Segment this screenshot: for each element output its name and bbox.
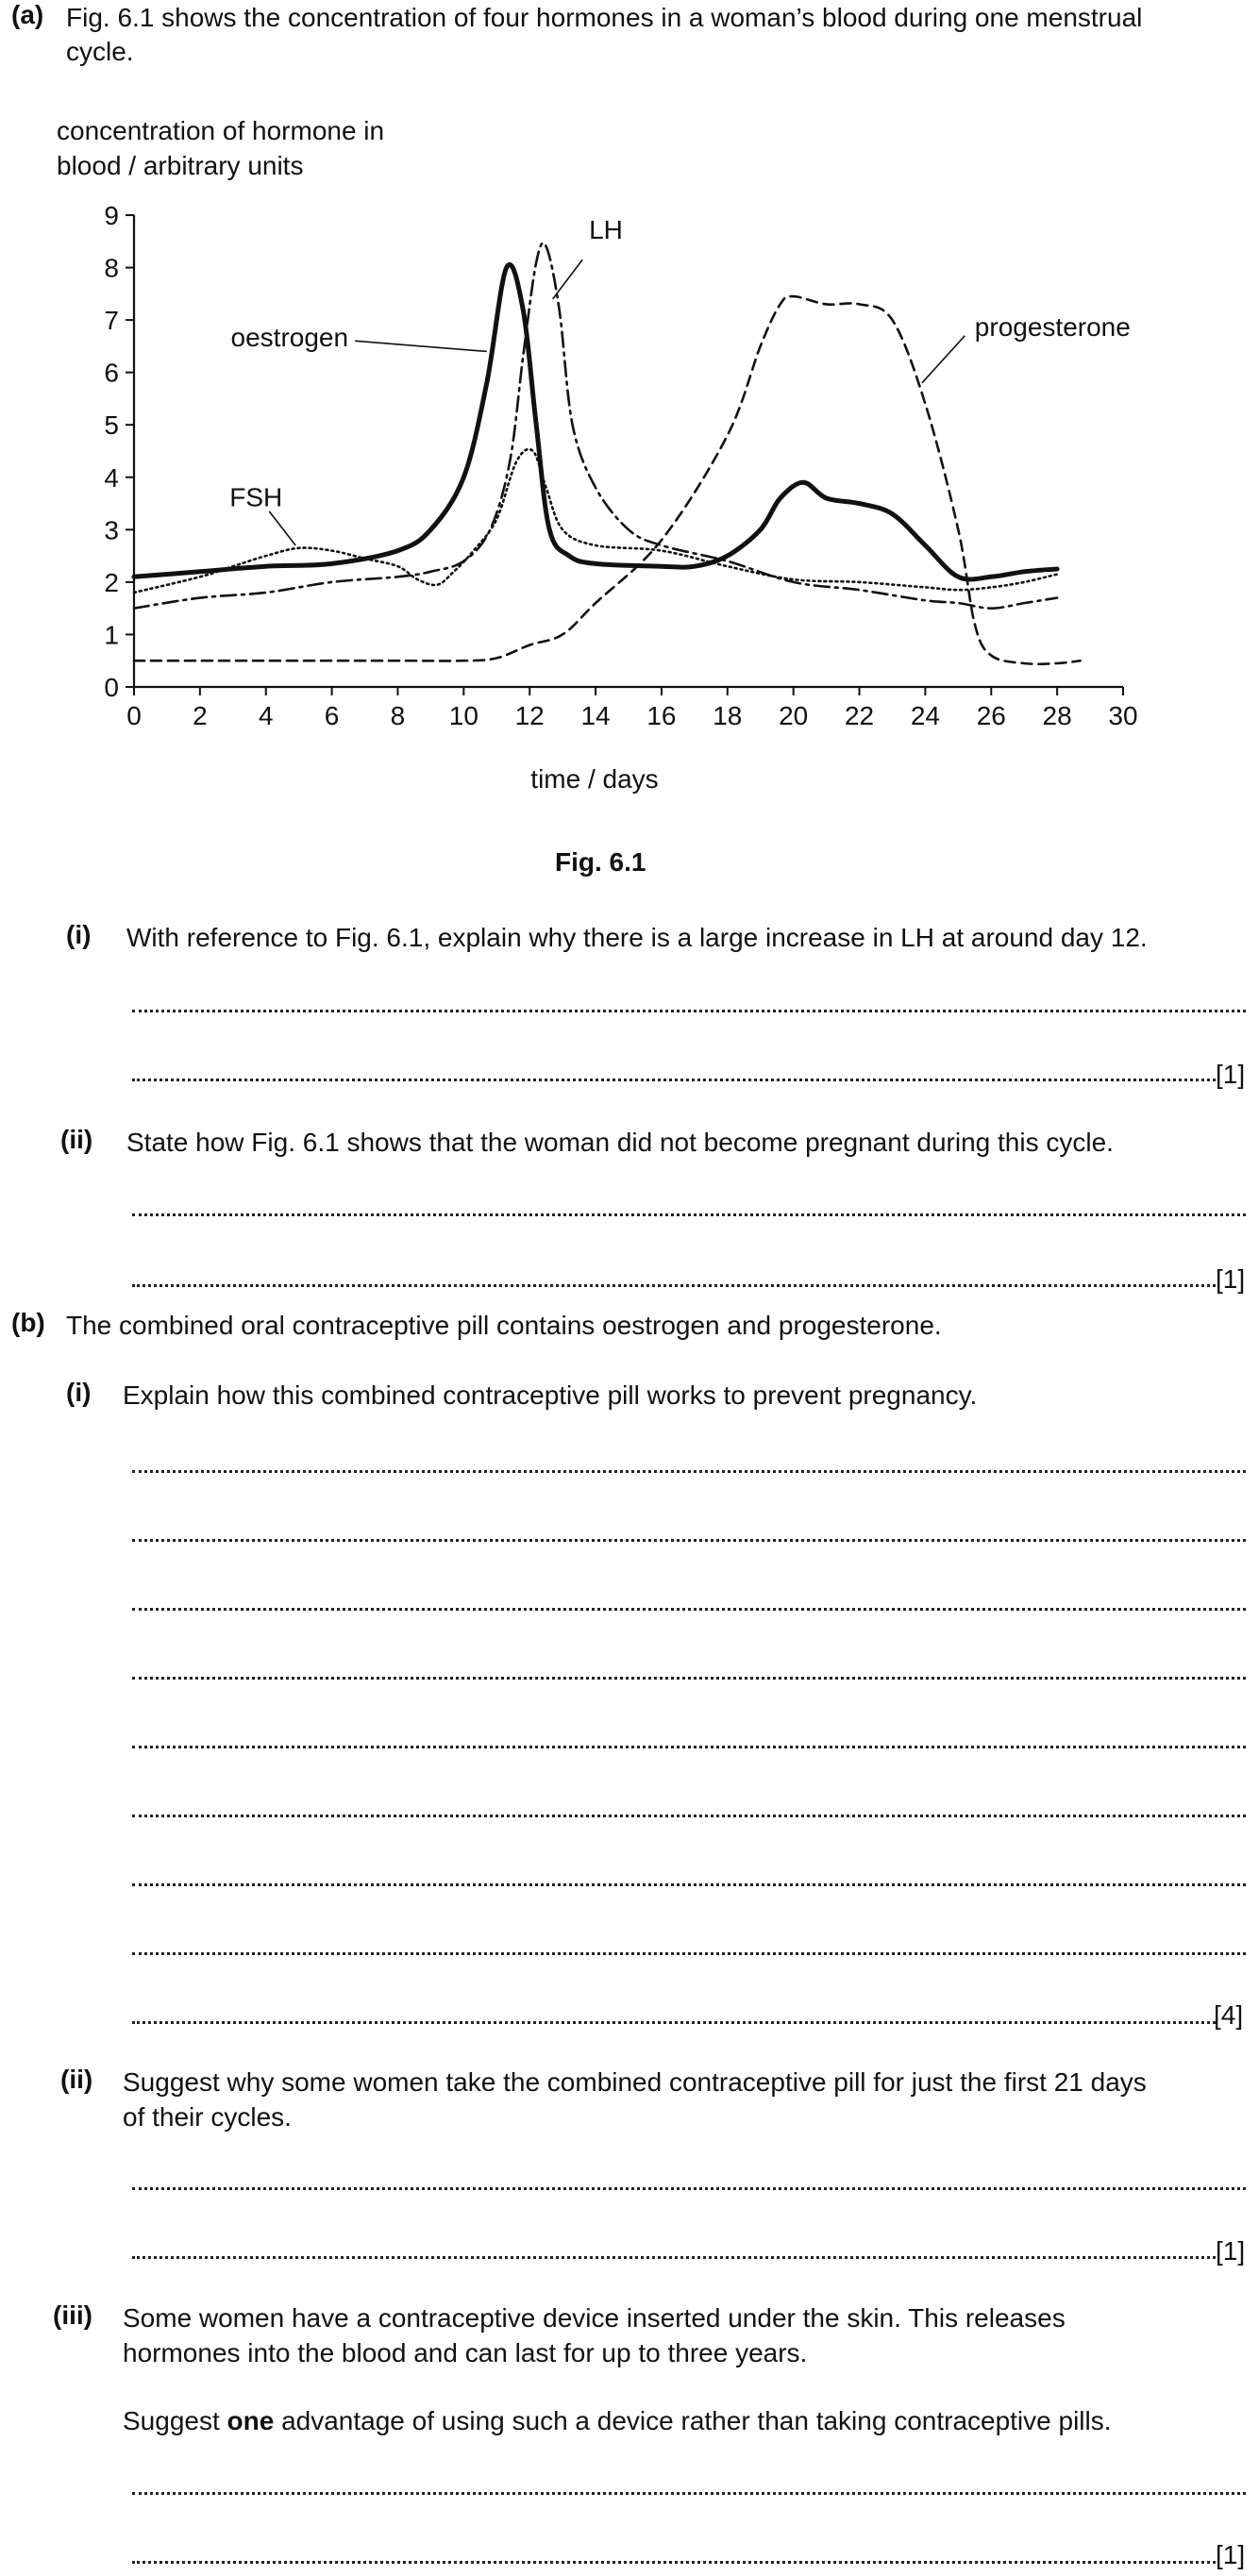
prompt-text-bold: one <box>227 2406 275 2435</box>
annotation-label: oestrogen <box>230 322 349 352</box>
question-a-i-label: (i) <box>66 920 92 949</box>
prompt-text-post: advantage of using such a device rather than taking contraceptive pills. <box>274 2406 1112 2435</box>
answer-line[interactable] <box>132 1075 1216 1081</box>
answer-line[interactable] <box>132 2183 1246 2190</box>
y-tick-label: 9 <box>104 201 119 230</box>
y-tick-label: 3 <box>104 515 119 545</box>
mark-allocation: [1] <box>1216 2540 1246 2569</box>
x-axis-label: time / days <box>530 764 659 794</box>
chart-ticks <box>104 201 1137 730</box>
annotation-leader-line <box>553 259 582 299</box>
x-tick-label: 26 <box>976 701 1006 730</box>
mark-allocation: [4] <box>1214 2000 1244 2030</box>
mark-allocation: [1] <box>1216 1264 1246 1294</box>
y-tick-label: 8 <box>104 253 119 283</box>
annotation-leader-line <box>355 341 487 351</box>
y-tick-label: 4 <box>104 462 119 493</box>
y-axis-label-line1: concentration of hormone in <box>57 116 385 145</box>
x-tick-label: 2 <box>193 701 208 730</box>
y-tick-label: 2 <box>104 567 119 597</box>
annotation-leader-line <box>922 336 965 383</box>
y-axis-label-line2: blood / arbitrary units <box>57 151 304 180</box>
x-tick-label: 0 <box>126 701 142 730</box>
question-b-i-text: Explain how this combined contraceptive pill works to prevent pregnancy. <box>123 1380 978 1410</box>
y-tick-label: 5 <box>104 410 119 441</box>
answer-line[interactable] <box>132 2557 1216 2564</box>
x-tick-label: 22 <box>844 701 875 730</box>
x-tick-label: 4 <box>258 701 274 730</box>
mark-allocation: [1] <box>1216 1060 1246 1089</box>
question-b-ii-text-line2: of their cycles. <box>123 2102 292 2132</box>
prompt-text-pre: Suggest <box>123 2406 227 2435</box>
annotation-leader-line <box>269 511 295 545</box>
x-tick-label: 10 <box>448 701 478 730</box>
question-b-i-label: (i) <box>66 1378 92 1407</box>
y-tick-label: 6 <box>104 358 119 388</box>
answer-line[interactable] <box>132 1811 1246 1817</box>
answer-line[interactable] <box>132 1535 1246 1542</box>
answer-line[interactable] <box>132 1210 1246 1216</box>
x-tick-label: 8 <box>390 701 406 730</box>
question-b-ii-text-line1: Suggest why some women take the combined contraceptive pill for just the first 21 days <box>123 2067 1147 2097</box>
question-b-iii-label: (iii) <box>53 2300 92 2330</box>
y-tick-label: 0 <box>104 673 119 702</box>
figure-6-1-chart <box>0 94 1259 830</box>
answer-line[interactable] <box>132 1742 1246 1748</box>
x-tick-label: 14 <box>580 701 611 730</box>
series-fsh-line <box>134 449 1057 593</box>
x-tick-label: 6 <box>324 701 340 730</box>
x-tick-label: 24 <box>910 701 940 730</box>
answer-line[interactable] <box>132 2252 1216 2259</box>
part-a-label: (a) <box>11 0 44 29</box>
chart-axes <box>134 215 1123 687</box>
question-b-iii-text-line1: Some women have a contraceptive device inserted under the skin. This releases <box>123 2303 1066 2333</box>
part-b-text: The combined oral contraceptive pill contains oestrogen and progesterone. <box>66 1311 942 1340</box>
chart-annotations <box>229 215 1131 545</box>
answer-line[interactable] <box>132 1006 1246 1012</box>
x-tick-label: 28 <box>1042 701 1072 730</box>
answer-line[interactable] <box>132 1280 1216 1287</box>
x-tick-label: 16 <box>646 701 677 730</box>
question-a-ii-text: State how Fig. 6.1 shows that the woman did not become pregnant during this cycle. <box>126 1128 1114 1157</box>
figure-caption: Fig. 6.1 <box>555 847 646 877</box>
answer-line[interactable] <box>132 1604 1246 1611</box>
question-b-ii-label: (ii) <box>60 2065 93 2094</box>
answer-line[interactable] <box>132 1949 1246 1955</box>
x-tick-label: 18 <box>713 701 743 730</box>
question-b-iii-text-line2: hormones into the blood and can last for up to three years. <box>123 2338 808 2367</box>
answer-line[interactable] <box>132 1673 1246 1680</box>
series-oestrogen-line <box>134 264 1057 579</box>
part-a-intro-cont: cycle. <box>66 37 134 66</box>
annotation-label: progesterone <box>974 311 1131 342</box>
answer-line[interactable] <box>132 1466 1246 1473</box>
y-tick-label: 1 <box>104 620 119 650</box>
question-a-ii-label: (ii) <box>60 1125 93 1154</box>
question-b-iii-prompt <box>123 2403 1112 2439</box>
chart-series <box>134 243 1081 664</box>
answer-line[interactable] <box>132 1880 1246 1886</box>
x-tick-label: 12 <box>514 701 545 730</box>
question-a-i-text: With reference to Fig. 6.1, explain why there is a large increase in LH at around day 12. <box>126 923 1148 952</box>
answer-line[interactable] <box>132 2488 1246 2495</box>
x-tick-label: 20 <box>779 701 809 730</box>
answer-line[interactable] <box>132 2017 1216 2024</box>
x-tick-label: 30 <box>1108 701 1138 730</box>
y-tick-label: 7 <box>104 306 119 336</box>
mark-allocation: [1] <box>1216 2236 1246 2266</box>
annotation-label: LH <box>589 215 623 244</box>
part-a-intro: Fig. 6.1 shows the concentration of four hormones in a woman’s blood during one menstrual <box>66 3 1143 32</box>
annotation-label: FSH <box>229 482 283 512</box>
part-b-label: (b) <box>11 1308 45 1337</box>
